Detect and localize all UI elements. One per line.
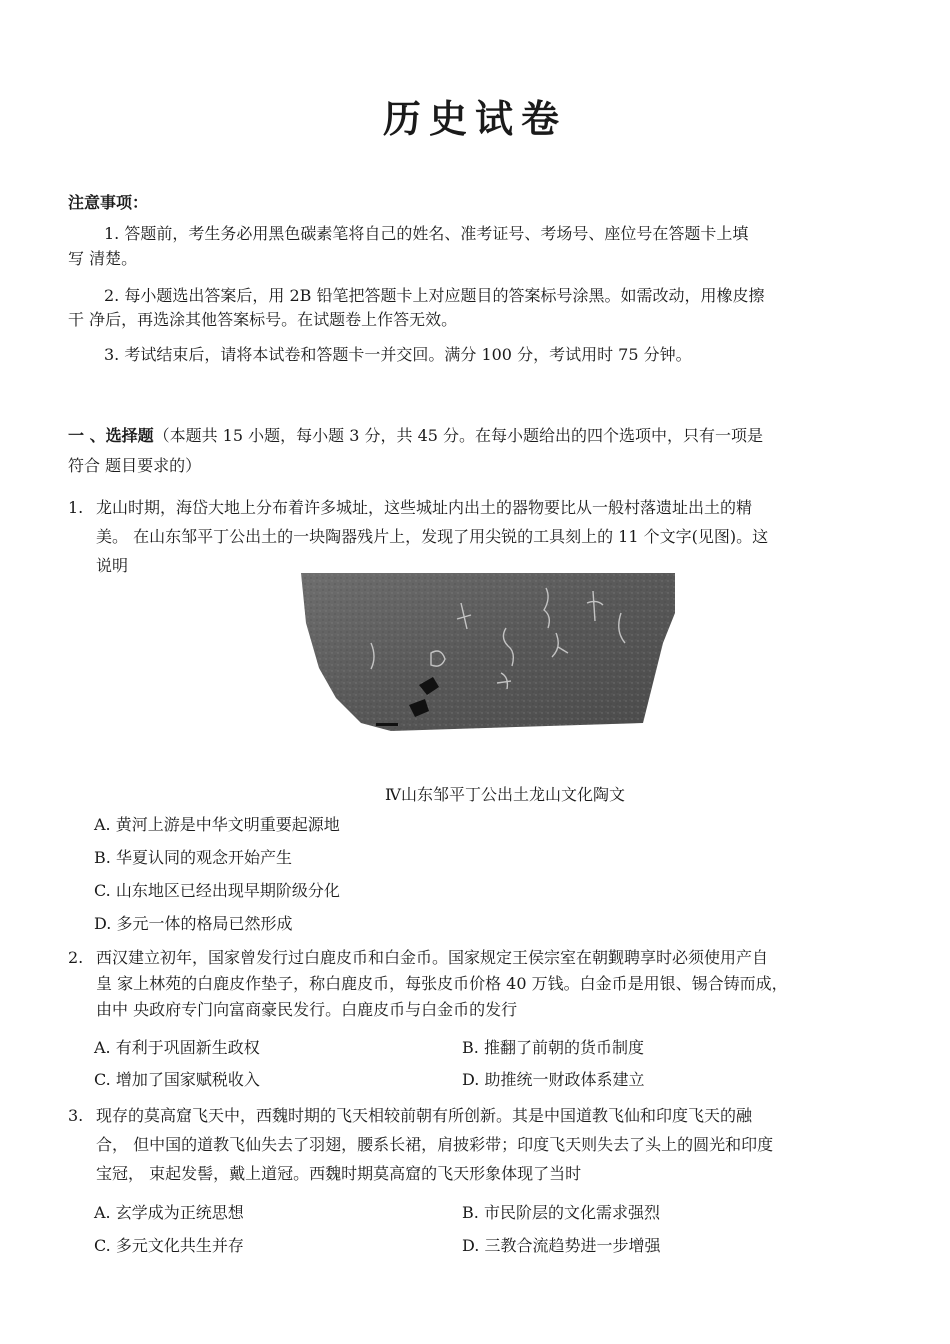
notice-item-1-line2: 写 清楚。 xyxy=(68,249,138,268)
option-label: C. xyxy=(94,1236,111,1255)
section-number: 一 、 xyxy=(68,426,106,445)
option-text: 华夏认同的观念开始产生 xyxy=(115,848,292,867)
question-1-option-d[interactable] xyxy=(94,912,292,936)
question-1-option-b[interactable] xyxy=(94,846,292,870)
option-text: 三教合流趋势进一步增强 xyxy=(484,1236,661,1255)
question-3-number: 3. xyxy=(68,1106,84,1125)
question-1-option-c[interactable] xyxy=(94,879,340,903)
option-text: 黄河上游是中华文明重要起源地 xyxy=(115,815,340,834)
notice-item-3-line1: 3. 考试结束后，请将本试卷和答题卡一并交回。满分 100 分，考试用时 75 分钟。 xyxy=(104,345,692,364)
question-1-number: 1. xyxy=(68,498,84,517)
option-text: 有利于巩固新生政权 xyxy=(115,1038,260,1057)
section-name: 选择题 xyxy=(105,426,154,445)
page-title: 历史试卷 xyxy=(382,96,567,141)
option-label: B. xyxy=(94,848,111,867)
notice-item-2-line2: 干 净后，再选涂其他答案标号。在试题卷上作答无效。 xyxy=(68,310,458,329)
option-text: 多元一体的格局已然形成 xyxy=(116,914,293,933)
section-desc-line2: 符合 题目要求的） xyxy=(68,456,202,475)
shard-texture xyxy=(301,573,675,731)
question-2-line-1: 西汉建立初年，国家曾发行过白鹿皮币和白金币。国家规定王侯宗室在朝觐聘享时必须使用产自 xyxy=(96,948,769,967)
question-1-option-a[interactable] xyxy=(94,813,340,837)
option-label: D. xyxy=(462,1236,480,1255)
option-label: A. xyxy=(94,815,111,834)
question-3-option-c[interactable] xyxy=(94,1234,244,1258)
question-2-number: 2. xyxy=(68,948,84,967)
option-text: 市民阶层的文化需求强烈 xyxy=(483,1203,660,1222)
question-1-line-2: 美。 在山东邹平丁公出土的一块陶器残片上，发现了用尖锐的工具刻上的 11 个文字(见图)。这 xyxy=(96,527,769,546)
notice-heading: 注意事项： xyxy=(68,193,149,212)
figure-caption: Ⅳ山东邹平丁公出土龙山文化陶文 xyxy=(385,785,625,804)
question-3-option-b[interactable] xyxy=(462,1201,660,1225)
question-1-line-3: 说明 xyxy=(96,556,129,575)
option-text: 推翻了前朝的货币制度 xyxy=(483,1038,644,1057)
question-2-option-c[interactable] xyxy=(94,1068,260,1092)
option-label: D. xyxy=(94,914,112,933)
option-text: 多元文化共生并存 xyxy=(115,1236,244,1255)
option-label: A. xyxy=(94,1203,111,1222)
option-text: 玄学成为正统思想 xyxy=(115,1203,244,1222)
question-2-option-d[interactable] xyxy=(462,1068,644,1092)
option-label: B. xyxy=(462,1038,479,1057)
question-3-option-d[interactable] xyxy=(462,1234,660,1258)
question-1-line-1: 龙山时期，海岱大地上分布着许多城址，这些城址内出土的器物要比从一般村落遗址出土的精 xyxy=(96,498,753,517)
question-3-line-1: 现存的莫高窟飞天中，西魏时期的飞天相较前朝有所创新。其是中国道教飞仙和印度飞天的融 xyxy=(96,1106,753,1125)
option-label: C. xyxy=(94,1070,111,1089)
question-3-line-3: 宝冠， 束起发髻，戴上道冠。西魏时期莫高窟的飞天形象体现了当时 xyxy=(96,1164,582,1183)
option-label: B. xyxy=(462,1203,479,1222)
notice-item-1-line1: 1. 答题前，考生务必用黑色碳素笔将自己的姓名、准考证号、考场号、座位号在答题卡上填 xyxy=(104,224,749,243)
pottery-shard-image xyxy=(301,573,675,738)
question-2-line-3: 由中 央政府专门向富商豪民发行。白鹿皮币与白金币的发行 xyxy=(96,1000,518,1019)
option-text: 山东地区已经出现早期阶级分化 xyxy=(115,881,340,900)
option-text: 增加了国家赋税收入 xyxy=(115,1070,260,1089)
section-header xyxy=(68,422,883,450)
option-label: A. xyxy=(94,1038,111,1057)
question-3-option-a[interactable] xyxy=(94,1201,244,1225)
question-3-line-2: 合， 但中国的道教飞仙失去了羽翅，腰系长裙，肩披彩带；印度飞天则失去了头上的圆光和印度 xyxy=(96,1135,774,1154)
question-2-line-2: 皇 家上林苑的白鹿皮作垫子，称白鹿皮币，每张皮币价格 40 万钱。白金币是用银、锡合铸而成， xyxy=(96,974,788,993)
option-label: C. xyxy=(94,881,111,900)
option-label: D. xyxy=(462,1070,480,1089)
question-2-option-b[interactable] xyxy=(462,1036,644,1060)
section-desc-line1: （本题共 15 小题，每小题 3 分，共 45 分。在每小题给出的四个选项中，只有一项是 xyxy=(153,426,764,445)
option-text: 助推统一财政体系建立 xyxy=(484,1070,645,1089)
question-2-option-a[interactable] xyxy=(94,1036,260,1060)
notice-item-2-line1: 2. 每小题选出答案后，用 2B 铅笔把答题卡上对应题目的答案标号涂黑。如需改动，用橡皮擦 xyxy=(104,286,765,305)
